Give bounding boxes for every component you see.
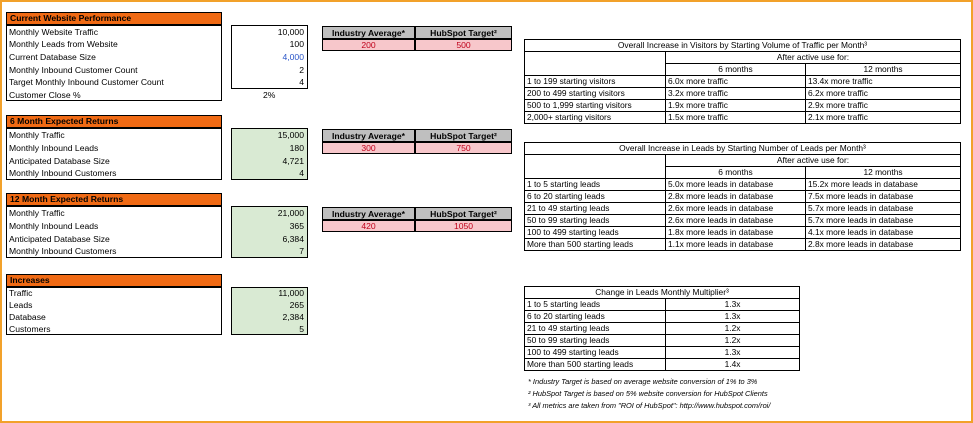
table-row — [525, 112, 961, 124]
row-label: 50 to 99 starting leads — [525, 335, 666, 347]
six-month-value-traffic: 15,000 — [277, 130, 304, 140]
six-month-value-customers: 4 — [299, 168, 304, 178]
current-industry-label: Industry Average* — [322, 26, 415, 39]
six-month-industry-label: Industry Average* — [322, 129, 415, 142]
current-performance-header: Current Website Performance — [6, 12, 222, 25]
current-value-customers[interactable]: 2 — [299, 65, 304, 75]
row-6m: 1.1x more leads in database — [666, 239, 806, 251]
twelve-month-value-traffic: 21,000 — [277, 208, 304, 218]
table-row — [525, 323, 800, 335]
row-label: 2,000+ starting visitors — [525, 112, 666, 124]
six-month-label-2: Anticipated Database Size — [9, 156, 110, 166]
leads-increase-table — [524, 142, 961, 251]
table-row — [525, 203, 961, 215]
row-value: 1.4x — [666, 359, 800, 371]
visitors-col-12: 12 months — [806, 64, 961, 76]
increases-value-leads: 265 — [289, 300, 304, 310]
current-value-target[interactable]: 4 — [299, 77, 304, 87]
increases-header: Increases — [6, 274, 222, 287]
twelve-month-hubspot-label: HubSpot Target² — [415, 207, 512, 220]
row-6m: 3.2x more traffic — [666, 88, 806, 100]
row-6m: 1.9x more traffic — [666, 100, 806, 112]
twelve-month-industry-label: Industry Average* — [322, 207, 415, 220]
visitors-table-title: Overall Increase in Visitors by Starting Volume of Traffic per Month³ — [525, 40, 961, 52]
row-label: 21 to 49 starting leads — [525, 323, 666, 335]
table-row — [525, 88, 961, 100]
table-row — [525, 227, 961, 239]
row-6m: 1.5x more traffic — [666, 112, 806, 124]
current-label-5: Customer Close % — [9, 90, 81, 100]
row-label: 6 to 20 starting leads — [525, 191, 666, 203]
increases-label-2: Database — [9, 312, 46, 322]
twelve-month-label-2: Anticipated Database Size — [9, 234, 110, 244]
six-month-hubspot-value: 750 — [415, 142, 512, 154]
current-industry-value: 200 — [322, 39, 415, 51]
row-label: 6 to 20 starting leads — [525, 311, 666, 323]
table-row — [525, 215, 961, 227]
row-label: 1 to 5 starting leads — [525, 299, 666, 311]
visitors-col-6: 6 months — [666, 64, 806, 76]
current-value-leads[interactable]: 100 — [289, 39, 304, 49]
row-12m: 5.7x more leads in database — [806, 215, 961, 227]
current-value-database[interactable]: 4,000 — [282, 52, 304, 62]
row-12m: 7.5x more leads in database — [806, 191, 961, 203]
visitors-after-label: After active use for: — [666, 52, 961, 64]
row-value: 1.2x — [666, 335, 800, 347]
twelve-month-value-customers: 7 — [299, 246, 304, 256]
twelve-month-industry-value: 420 — [322, 220, 415, 232]
table-row — [525, 100, 961, 112]
multiplier-table-title: Change in Leads Monthly Multiplier³ — [525, 287, 800, 299]
table-row — [525, 191, 961, 203]
twelve-month-value-database: 6,384 — [282, 234, 304, 244]
table-row — [525, 239, 961, 251]
current-value-traffic[interactable]: 10,000 — [277, 27, 304, 37]
row-6m: 2.6x more leads in database — [666, 215, 806, 227]
row-12m: 13.4x more traffic — [806, 76, 961, 88]
current-label-3: Monthly Inbound Customer Count — [9, 65, 138, 75]
increases-value-traffic: 11,000 — [278, 288, 304, 298]
current-label-4: Target Monthly Inbound Customer Count — [9, 77, 164, 87]
row-label: 500 to 1,999 starting visitors — [525, 100, 666, 112]
increases-value-database: 2,384 — [282, 312, 304, 322]
row-label: 200 to 499 starting visitors — [525, 88, 666, 100]
row-value: 1.3x — [666, 347, 800, 359]
current-label-1: Monthly Leads from Website — [9, 39, 118, 49]
six-month-value-leads: 180 — [289, 143, 304, 153]
increases-label-0: Traffic — [9, 288, 33, 298]
row-6m: 2.8x more leads in database — [666, 191, 806, 203]
table-row — [525, 347, 800, 359]
twelve-month-label-3: Monthly Inbound Customers — [9, 246, 117, 256]
six-month-header: 6 Month Expected Returns — [6, 115, 222, 128]
row-value: 1.3x — [666, 311, 800, 323]
increases-value-customers: 5 — [299, 324, 304, 334]
row-6m: 5.0x more leads in database — [666, 179, 806, 191]
row-label: More than 500 starting leads — [525, 359, 666, 371]
visitors-increase-table — [524, 39, 961, 124]
row-value: 1.2x — [666, 323, 800, 335]
table-row — [525, 299, 800, 311]
increases-label-1: Leads — [9, 300, 33, 310]
footnote-hubspot: ² HubSpot Target is based on 5% website conversion for HubSpot Clients — [528, 389, 768, 398]
leads-after-label: After active use for: — [666, 155, 961, 167]
row-12m: 6.2x more traffic — [806, 88, 961, 100]
leads-col-12: 12 months — [806, 167, 961, 179]
row-12m: 15.2x more leads in database — [806, 179, 961, 191]
row-12m: 2.9x more traffic — [806, 100, 961, 112]
row-label: 1 to 5 starting leads — [525, 179, 666, 191]
current-value-close[interactable]: 2% — [263, 90, 276, 100]
row-6m: 1.8x more leads in database — [666, 227, 806, 239]
current-label-2: Current Database Size — [9, 52, 96, 62]
row-12m: 2.1x more traffic — [806, 112, 961, 124]
row-label: More than 500 starting leads — [525, 239, 666, 251]
leads-multiplier-table — [524, 286, 800, 371]
six-month-label-0: Monthly Traffic — [9, 130, 65, 140]
row-label: 21 to 49 starting leads — [525, 203, 666, 215]
current-label-0: Monthly Website Traffic — [9, 27, 98, 37]
table-row — [525, 311, 800, 323]
row-12m: 2.8x more leads in database — [806, 239, 961, 251]
six-month-value-database: 4,721 — [282, 156, 304, 166]
row-12m: 4.1x more leads in database — [806, 227, 961, 239]
table-row — [525, 179, 961, 191]
row-label: 100 to 499 starting leads — [525, 227, 666, 239]
six-month-industry-value: 300 — [322, 142, 415, 154]
twelve-month-label-1: Monthly Inbound Leads — [9, 221, 99, 231]
row-label: 100 to 499 starting leads — [525, 347, 666, 359]
table-row — [525, 359, 800, 371]
six-month-label-3: Monthly Inbound Customers — [9, 168, 117, 178]
table-row — [525, 335, 800, 347]
row-label: 1 to 199 starting visitors — [525, 76, 666, 88]
twelve-month-header: 12 Month Expected Returns — [6, 193, 222, 206]
twelve-month-value-leads: 365 — [289, 221, 304, 231]
leads-col-6: 6 months — [666, 167, 806, 179]
leads-table-title: Overall Increase in Leads by Starting Number of Leads per Month³ — [525, 143, 961, 155]
six-month-label-1: Monthly Inbound Leads — [9, 143, 99, 153]
row-12m: 5.7x more leads in database — [806, 203, 961, 215]
twelve-month-hubspot-value: 1050 — [415, 220, 512, 232]
table-row — [525, 76, 961, 88]
footnote-industry: * Industry Target is based on average website conversion of 1% to 3% — [528, 377, 758, 386]
increases-label-3: Customers — [9, 324, 51, 334]
footnote-source: ³ All metrics are taken from "ROI of HubSpot": http://www.hubspot.com/roi/ — [528, 401, 771, 410]
twelve-month-label-0: Monthly Traffic — [9, 208, 65, 218]
current-hubspot-value: 500 — [415, 39, 512, 51]
row-label: 50 to 99 starting leads — [525, 215, 666, 227]
current-hubspot-label: HubSpot Target² — [415, 26, 512, 39]
row-6m: 2.6x more leads in database — [666, 203, 806, 215]
six-month-hubspot-label: HubSpot Target² — [415, 129, 512, 142]
row-value: 1.3x — [666, 299, 800, 311]
row-6m: 6.0x more traffic — [666, 76, 806, 88]
